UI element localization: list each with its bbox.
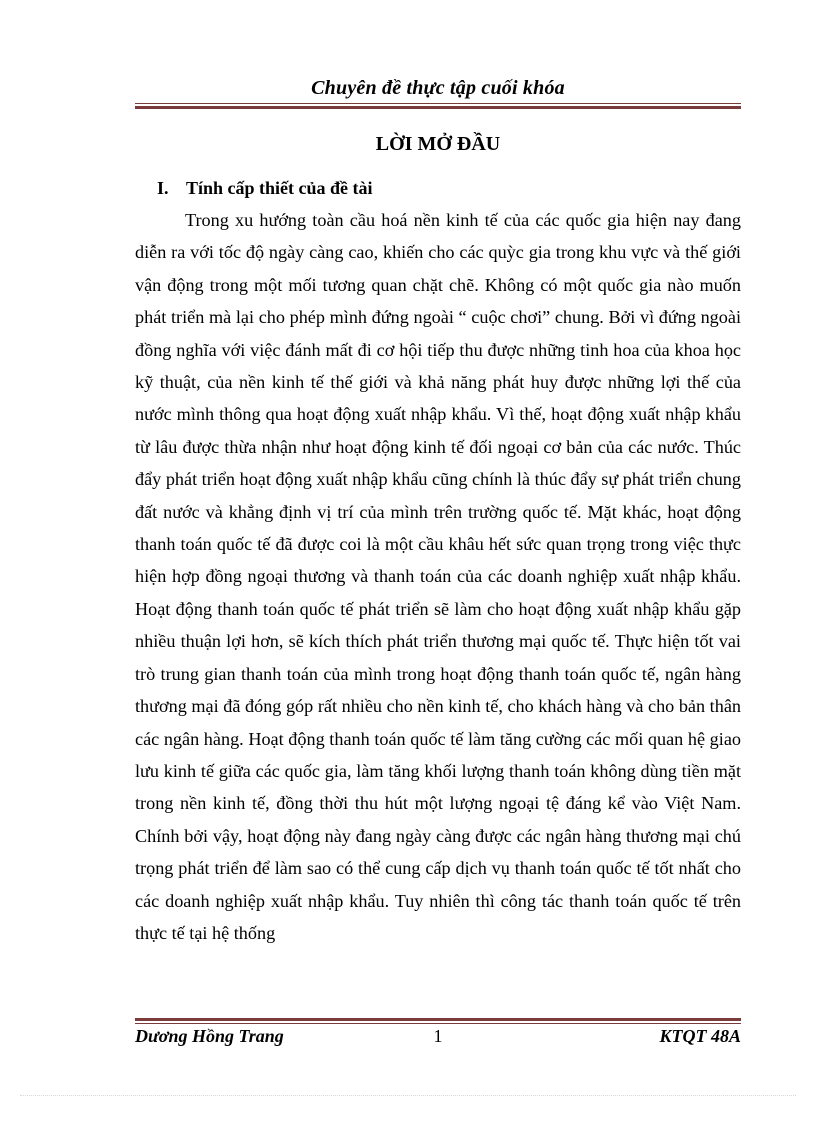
footer-rule-thin	[135, 1023, 741, 1024]
section-heading	[157, 178, 373, 199]
section-title: Tính cấp thiết của đề tài	[186, 178, 373, 198]
header-rule-thick	[135, 106, 741, 109]
footer-page-number: 1	[433, 1026, 443, 1046]
header-title: Chuyên đề thực tập cuối khóa	[311, 77, 565, 99]
page-bottom-divider	[20, 1095, 796, 1096]
footer-rule-thick	[135, 1018, 741, 1021]
page-heading: LỜI MỞ ĐẦU	[375, 133, 501, 155]
section-number: I.	[157, 178, 169, 198]
footer-class: KTQT 48A	[659, 1026, 741, 1046]
footer-author: Dương Hồng Trang	[135, 1026, 284, 1046]
body-paragraph: Trong xu hướng toàn cầu hoá nền kinh tế của các quốc gia hiện nay đang diễn ra với tốc độ ngày càng cao, khiến cho các quỳc gia trong khu vực và thế giới vận động trong một mối tương quan chặt chẽ. Không có một quốc gia nào muốn phát triển mà lại cho phép mình đứng ngoài “ cuộc chơi” chung. Bởi vì đứng ngoài đồng nghĩa với việc đánh mất đi cơ hội tiếp thu được những tinh hoa của khoa học kỹ thuật, của nền kinh tế thế giới và khả năng phát huy được những lợi thế của nước mình thông qua hoạt động xuất nhập khẩu. Vì thế, hoạt động xuất nhập khẩu từ lâu được thừa nhận như hoạt động kinh tế đối ngoại cơ bản của các nước. Thúc đẩy phát triển hoạt động xuất nhập khẩu cũng chính là thúc đẩy sự phát triển chung đất nước và khẳng định vị trí của mình trên trường quốc tế. Mặt khác, hoạt động thanh toán quốc tế đã được coi là một cầu khâu hết sức quan trọng trong việc thực hiện hợp đồng ngoại thương và thanh toán của các doanh nghiệp xuất nhập khẩu. Hoạt động thanh toán quốc tế phát triển sẽ làm cho hoạt động xuất nhập khẩu gặp nhiều thuận lợi hơn, sẽ kích thích phát triển thương mại quốc tế. Thực hiện tốt vai trò trung gian thanh toán của mình trong hoạt động thanh toán quốc tế, ngân hàng thương mại đã đóng góp rất nhiều cho nền kinh tế, cho khách hàng và cho bản thân các ngân hàng. Hoạt động thanh toán quốc tế làm tăng cường các mối quan hệ giao lưu kinh tế giữa các quốc gia, làm tăng khối lượng thanh toán không dùng tiền mặt trong nền kinh tế, đồng thời thu hút một lượng ngoại tệ đáng kể vào Việt Nam. Chính bởi vậy, hoạt động này đang ngày càng được các ngân hàng thương mại chú trọng phát triển để làm sao có thể cung cấp dịch vụ thanh toán quốc tế tốt nhất cho các doanh nghiệp xuất nhập khẩu. Tuy nhiên thì công tác thanh toán quốc tế trên thực tế tại hệ thống	[135, 210, 741, 943]
header-rule-thin	[135, 103, 741, 104]
